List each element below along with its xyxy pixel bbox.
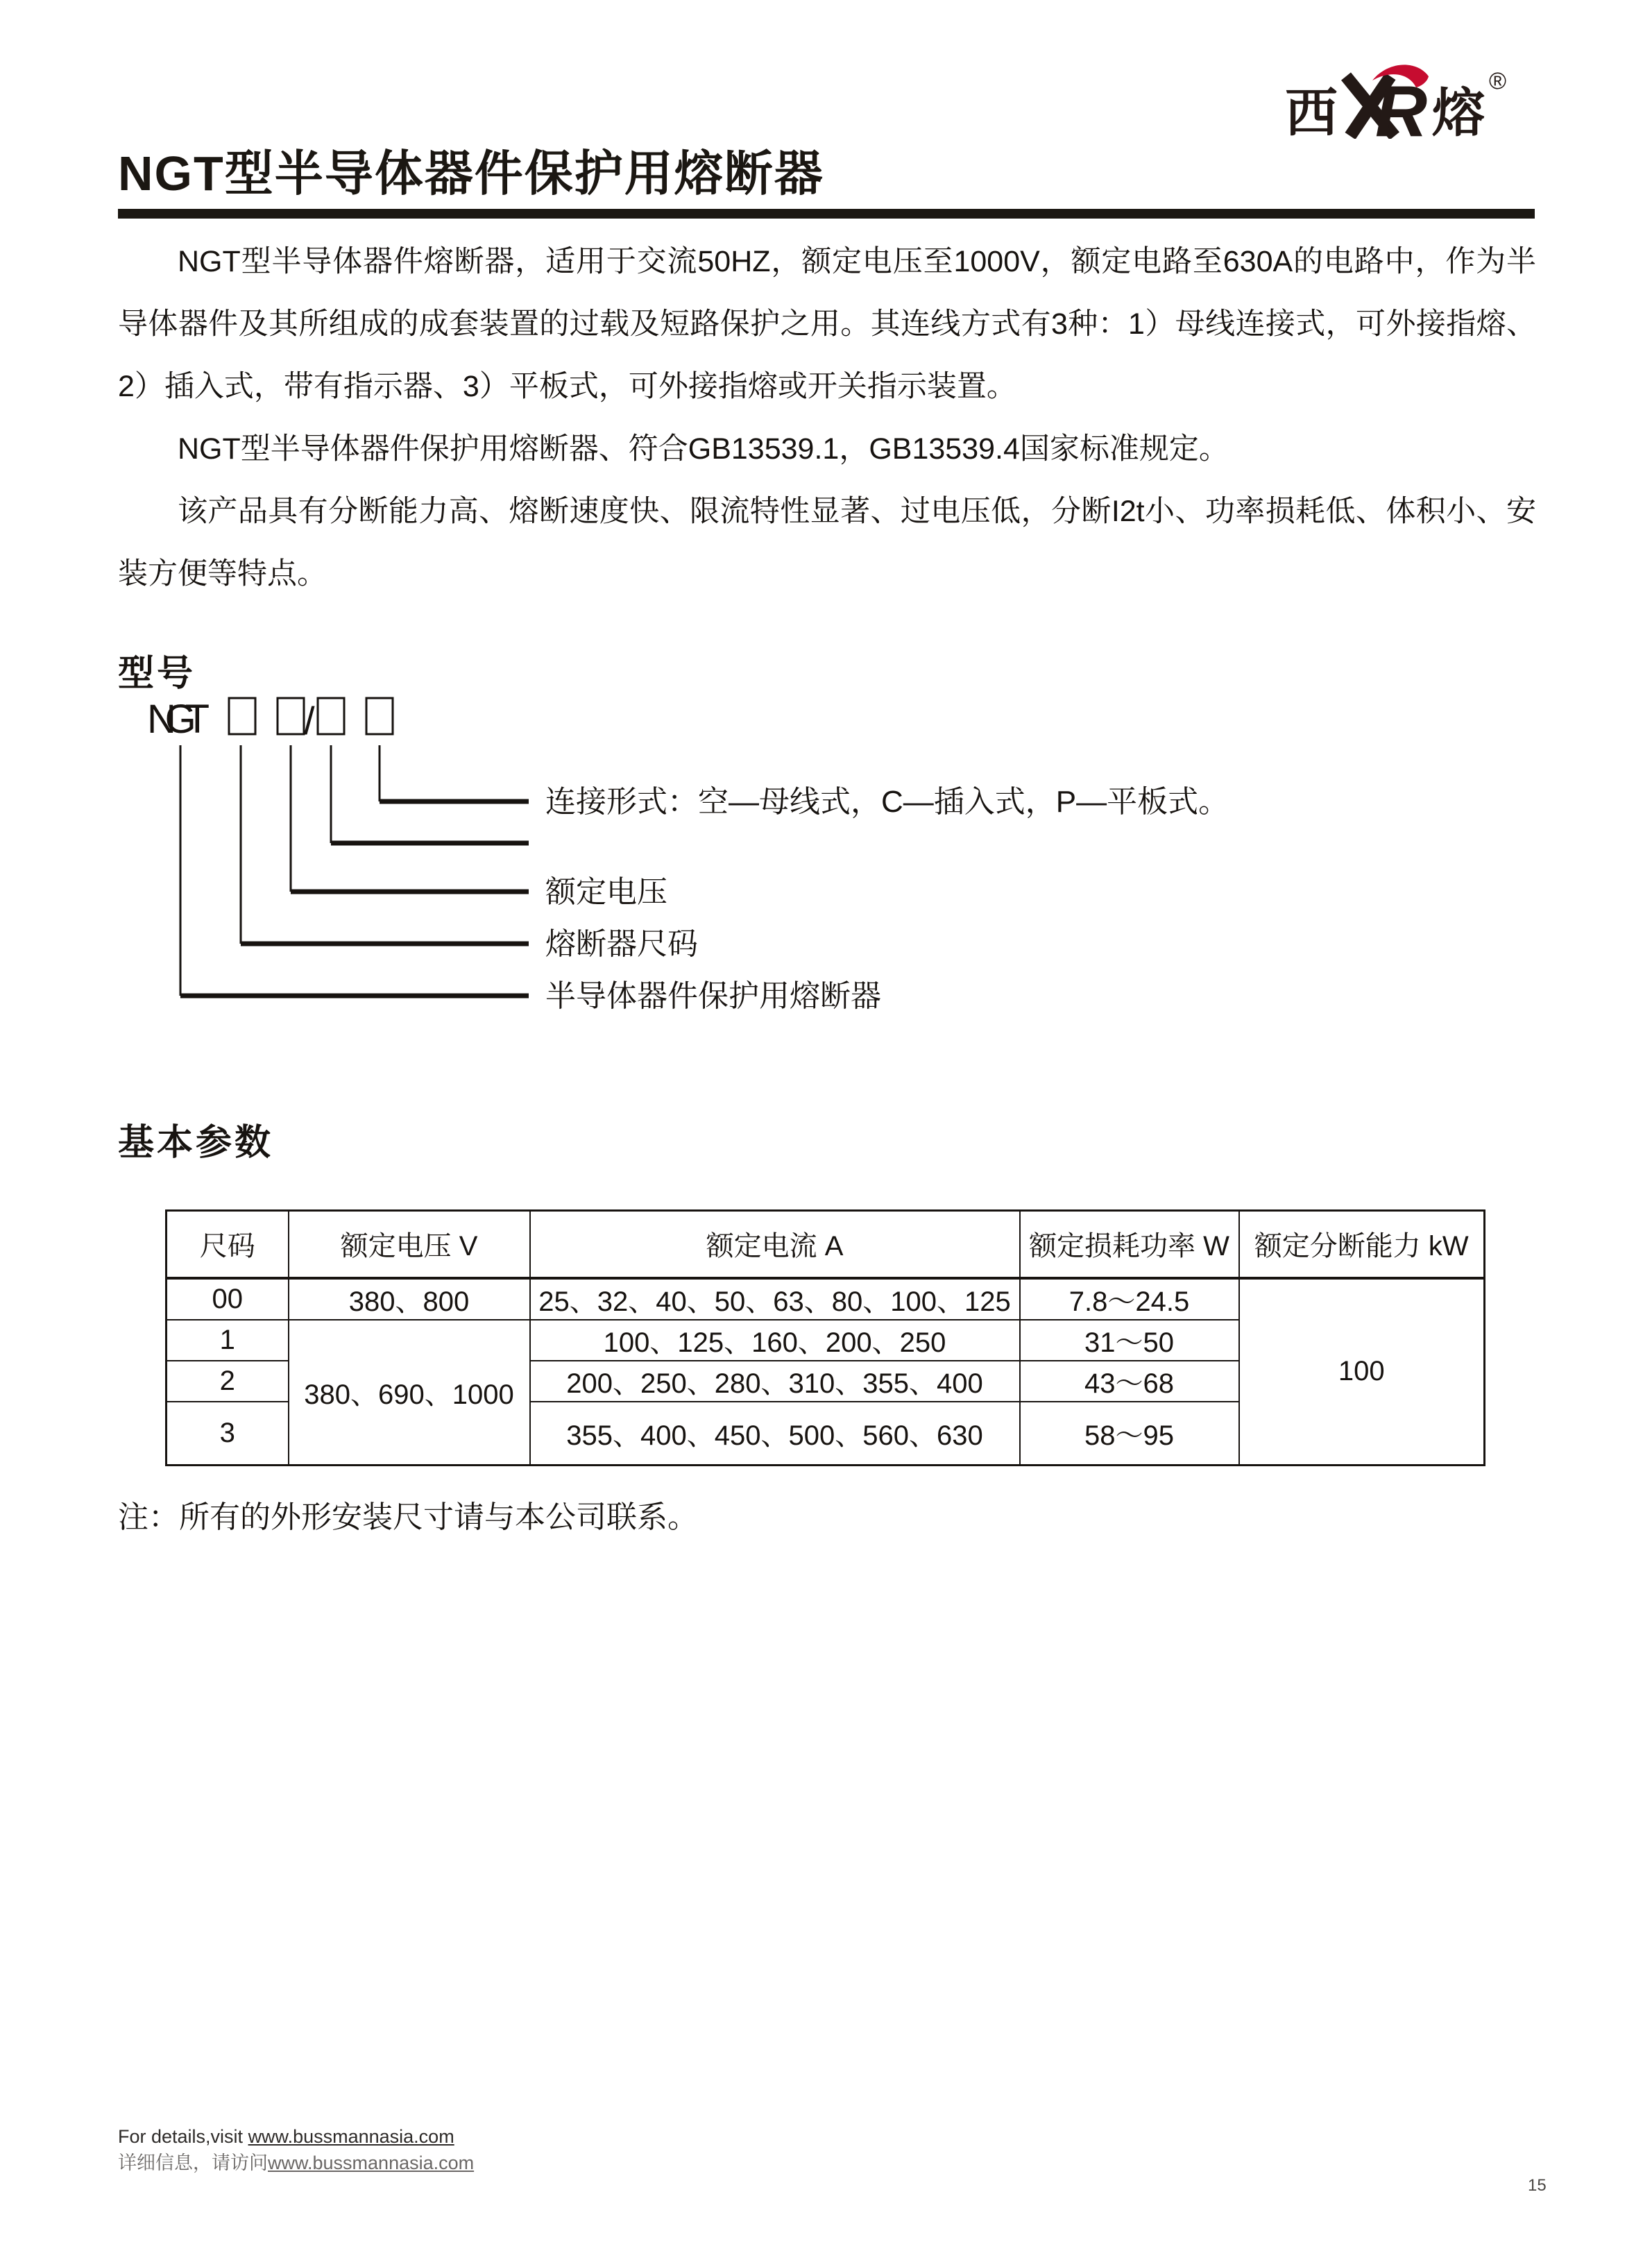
callout-fuse-size: 熔断器尺码 <box>545 927 698 961</box>
cell-current: 25、32、40、50、63、80、100、125 <box>530 1278 1020 1320</box>
callout-rated-voltage: 额定电压 <box>545 875 667 909</box>
page-number: 15 <box>1528 2176 1547 2195</box>
brand-logo <box>1285 60 1507 143</box>
model-code-box <box>229 698 255 734</box>
cell-size: 1 <box>167 1320 289 1361</box>
cell-size: 2 <box>167 1361 289 1402</box>
model-code-box <box>278 698 304 734</box>
footer-cn-text: 详细信息，请访问 <box>118 2152 268 2173</box>
col-header-power: 额定损耗功率 W <box>1020 1211 1239 1278</box>
section-heading-params: 基本参数 <box>118 1123 274 1163</box>
registered-trademark-icon: ® <box>1489 68 1507 94</box>
cell-current: 100、125、160、200、250 <box>530 1320 1020 1361</box>
model-code-diagram <box>118 687 1339 1055</box>
col-header-size: 尺码 <box>167 1211 289 1278</box>
logo-suffix-char: 熔 <box>1432 83 1485 143</box>
cell-current: 200、250、280、310、355、400 <box>530 1361 1020 1402</box>
page-footer <box>118 2123 474 2176</box>
intro-paragraph: 该产品具有分断能力高、熔断速度快、限流特性显著、过电压低，分断I2t小、功率损耗低、体积小、安装方便等特点。 <box>118 495 1536 591</box>
cell-breaking-capacity: 100 <box>1239 1278 1485 1466</box>
callout-connection-type: 连接形式：空—母线式，C—插入式，P—平板式。 <box>545 785 1229 819</box>
col-header-current: 额定电流 A <box>530 1211 1020 1278</box>
model-code-box <box>318 698 344 734</box>
intro-paragraph: NGT型半导体器件熔断器，适用于交流50HZ，额定电压至1000V，额定电路至630A的电路中，作为半导体器件及其所组成的成套装置的过载及短路保护之用。其连线方式有3种：1）母线连接式，可外接指熔、2）插入式，带有指示器、3）平板式，可外接指熔或开关指示装置。 <box>118 245 1536 403</box>
footer-en-text: For details,visit <box>118 2126 248 2147</box>
cell-power: 43～68 <box>1020 1361 1239 1402</box>
cell-power: 7.8～24.5 <box>1020 1278 1239 1320</box>
footer-en-link[interactable]: www.bussmannasia.com <box>248 2126 454 2147</box>
col-header-breaking: 额定分断能力 kW <box>1239 1211 1485 1278</box>
model-code-slash: / <box>304 699 315 742</box>
cell-voltage: 380、800 <box>289 1278 530 1320</box>
logo-prefix-char: 西 <box>1285 83 1338 143</box>
cell-voltage-merged: 380、690、1000 <box>289 1320 530 1466</box>
svg-text:R: R <box>1375 71 1428 139</box>
model-code-box <box>366 698 393 734</box>
intro-paragraph: NGT型半导体器件保护用熔断器、符合GB13539.1，GB13539.4国家标准规定。 <box>178 432 1229 466</box>
basic-parameters-table <box>165 1209 1485 1466</box>
model-code-prefix: NGT <box>147 697 210 742</box>
intro-text-block <box>118 230 1536 605</box>
footer-cn-link[interactable]: www.bussmannasia.com <box>268 2152 475 2173</box>
section-heading-model: 型号 <box>118 654 196 694</box>
table-header-row <box>167 1211 1485 1278</box>
table-row <box>167 1278 1485 1320</box>
cell-power: 31～50 <box>1020 1320 1239 1361</box>
page-title: NGT型半导体器件保护用熔断器 <box>118 146 824 201</box>
logo-xr-mark-icon <box>1339 60 1431 139</box>
cell-size: 3 <box>167 1402 289 1466</box>
table-note: 注：所有的外形安装尺寸请与本公司联系。 <box>118 1500 698 1534</box>
title-underline-rule <box>118 209 1535 219</box>
cell-power: 58～95 <box>1020 1402 1239 1466</box>
callout-product-family: 半导体器件保护用熔断器 <box>545 979 881 1013</box>
cell-current: 355、400、450、500、560、630 <box>530 1402 1020 1466</box>
col-header-voltage: 额定电压 V <box>289 1211 530 1278</box>
cell-size: 00 <box>167 1278 289 1320</box>
